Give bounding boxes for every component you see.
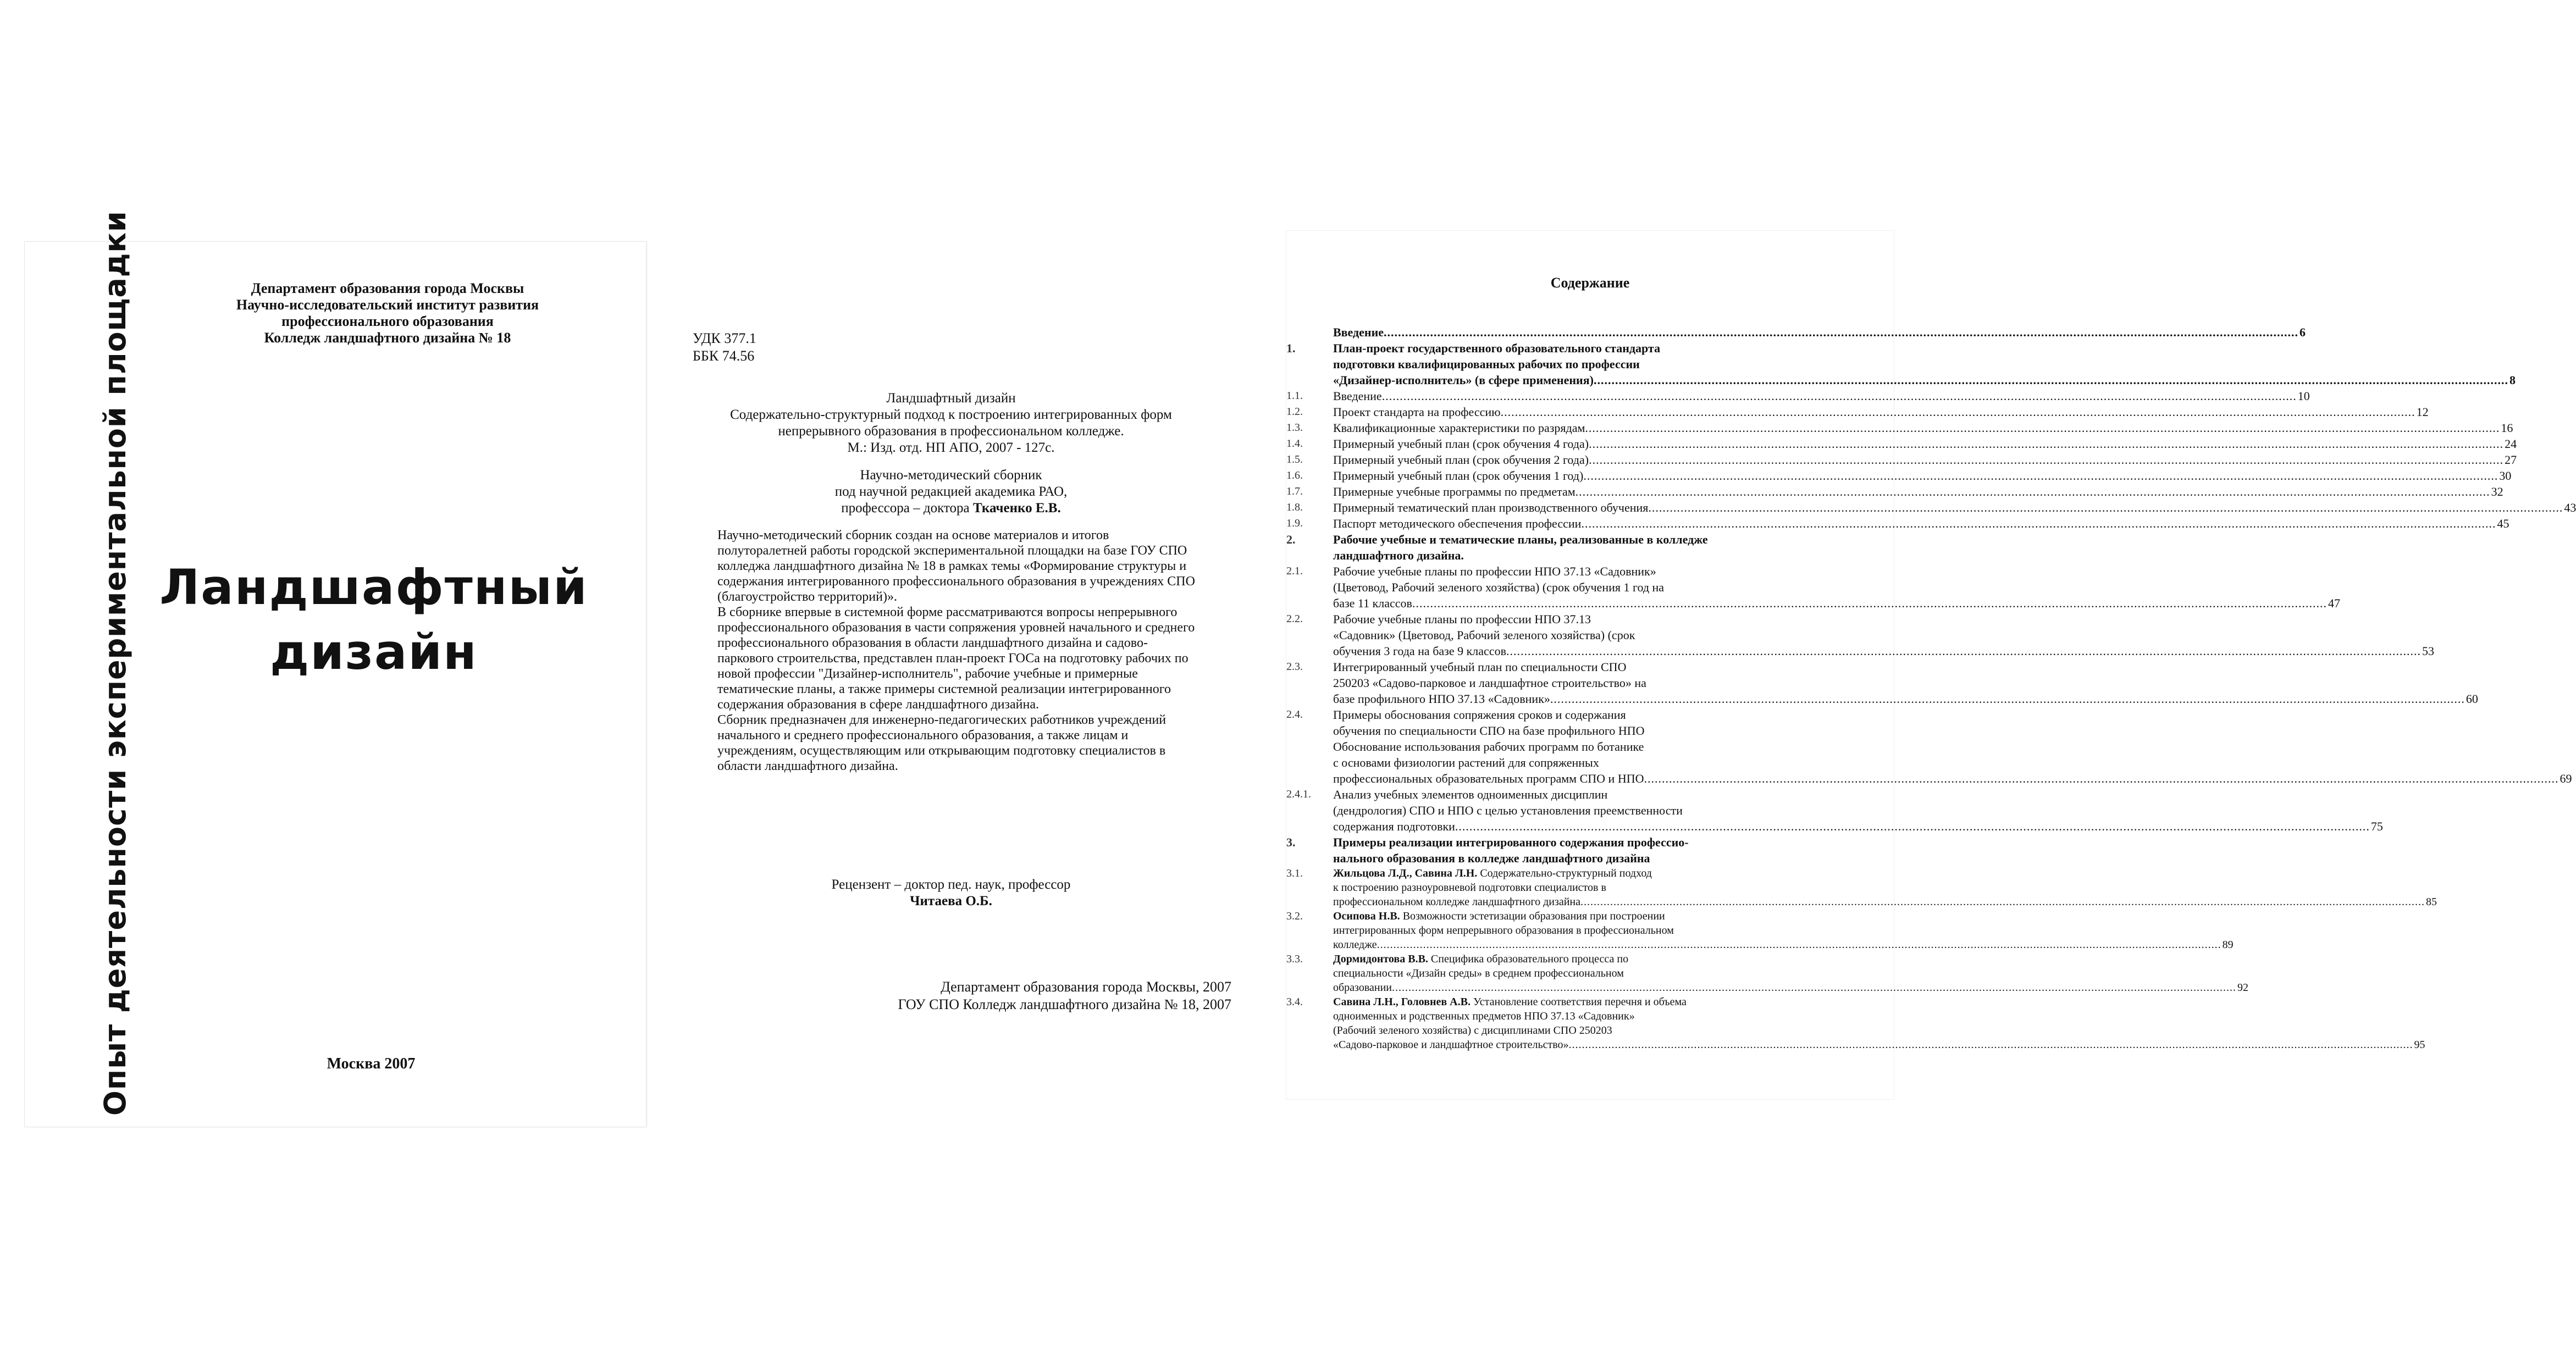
toc-entry-line-text: (Цветовод, Рабочий зеленого хозяйства) (срок обучения 1 год на (1333, 580, 1665, 594)
toc-dot-leader (1583, 468, 2498, 484)
toc-entry-authors: Жильцова Л.Д., Савина Л.Н. (1333, 867, 1478, 879)
toc-entry-line-text: образовании (1333, 982, 1392, 994)
toc-entry-line-text: План-проект государственного образовательного стандарта (1333, 341, 1661, 355)
biblio-line: Ландшафтный дизайн (886, 391, 1016, 406)
toc-entry-line-text: Проект стандарта на профессию (1333, 405, 1501, 419)
toc-entry-line-text: Рабочие учебные планы по профессии НПО 37.13 «Садовник» (1333, 564, 1656, 578)
toc-entry-line (1333, 627, 2434, 643)
toc-entry-text (1333, 707, 2572, 786)
reviewer-name: Читаева О.Б. (910, 894, 992, 908)
toc-entry-line-text: Анализ учебных элементов одноименных дисциплин (1333, 788, 1608, 801)
cover-title (140, 555, 607, 685)
editor-prefix: профессора – доктора (841, 501, 973, 516)
toc-entry-line (1333, 659, 2478, 675)
toc-page-number: 89 (2222, 939, 2234, 951)
toc-entry (1286, 468, 2512, 484)
toc-entry-line-text: ландшафтного дизайна. (1333, 548, 1464, 562)
toc-entry-line-text: Введение (1333, 325, 1384, 339)
toc-entry-line-text: Примерный тематический план производственного обучения (1333, 501, 1649, 514)
toc-dot-leader (1576, 484, 2490, 500)
toc-entry-line (1333, 611, 2434, 627)
toc-entry-line (1333, 995, 2425, 1009)
toc-entry-text (1333, 468, 2511, 484)
toc-entry-line (1333, 980, 2248, 995)
toc-entry-number: 2.1. (1286, 565, 1303, 577)
toc-entry (1286, 500, 2576, 516)
toc-entry-line (1333, 388, 2310, 404)
toc-dot-leader (1580, 895, 2425, 909)
toc-dot-leader (1412, 595, 2327, 611)
toc-entry-line-text: Квалификационные характеристики по разрядам (1333, 421, 1585, 435)
toc-entry-number: 1.2. (1286, 406, 1303, 418)
toc-entry (1286, 436, 2517, 452)
toc-page-number: 95 (2414, 1039, 2425, 1051)
cover-title-line: дизайн (270, 624, 478, 680)
toc-entry (1286, 420, 2513, 436)
toc-entry-line (1333, 850, 1880, 866)
classification-codes (693, 330, 756, 365)
toc-entry-number: 1.4. (1286, 437, 1303, 450)
toc-page-number: 92 (2237, 982, 2249, 994)
toc-entry-text (1333, 452, 2517, 468)
toc-page-number: 85 (2426, 896, 2437, 908)
toc-entry-line (1333, 675, 2478, 691)
toc-page-number: 69 (2560, 772, 2572, 785)
toc-entry-line-text: Установление соответствия перечня и объема (1470, 996, 1687, 1008)
toc-page-number: 53 (2422, 644, 2434, 658)
toc-entry-number: 1.3. (1286, 422, 1303, 434)
toc-entry-line-text: одноименных и родственных предметов НПО 37.13 «Садовник» (1333, 1010, 1635, 1022)
toc-dot-leader (1589, 452, 2503, 468)
publisher-line: ГОУ СПО Колледж ландшафтного дизайна № 18, 2007 (898, 996, 1231, 1012)
toc-entry-text (1333, 995, 2425, 1052)
toc-entry (1286, 388, 2310, 404)
toc-dot-leader (1585, 420, 2500, 436)
toc-entry-text (1333, 909, 2234, 952)
toc-dot-leader (1569, 1038, 2413, 1052)
toc-entry (1286, 563, 2340, 611)
toc-entry-line (1333, 1038, 2425, 1052)
toc-entry-line (1333, 468, 2511, 484)
toc-entry-line-text: обучения 3 года на базе 9 классов (1333, 644, 1506, 658)
toc-entry-line (1333, 909, 2234, 923)
toc-entry-text (1333, 531, 1880, 563)
toc-entry-line (1333, 420, 2513, 436)
toc-entry-line (1333, 643, 2434, 659)
editor-name: Ткаченко Е.В. (972, 501, 1061, 516)
toc-list (1286, 324, 2576, 1052)
toc-entry-line (1333, 938, 2234, 952)
toc-entry-line-text: профессиональных образовательных программ СПО и НПО (1333, 772, 1644, 785)
udk-code: УДК 377.1 (693, 330, 756, 346)
biblio-line: М.: Изд. отд. НП АПО, 2007 - 127с. (847, 440, 1055, 455)
toc-entry-line (1333, 802, 2383, 818)
toc-page-number: 45 (2497, 517, 2509, 530)
collection-line: Научно-методический сборник (860, 468, 1042, 483)
toc-page-number: 43 (2564, 501, 2576, 514)
toc-entry-line (1333, 771, 2572, 786)
toc-dot-leader (1506, 643, 2421, 659)
toc-entry-line-text: Паспорт методического обеспечения профессии (1333, 517, 1582, 530)
toc-entry-number: 3.3. (1286, 953, 1303, 965)
toc-entry (1286, 995, 2425, 1052)
toc-entry-authors: Осипова Н.В. (1333, 910, 1400, 922)
toc-page-number: 27 (2505, 453, 2517, 467)
toc-entry-line (1333, 755, 2572, 771)
toc-dot-leader (1550, 691, 2465, 707)
toc-entry-text (1333, 516, 2509, 531)
abstract-paragraph: Сборник предназначен для инженерно-педагогических работников учреждений начального и среднего профессионального образования, а также лицам и учреждениям, осуществляющим или открывающим подготовку специалистов в области ландшафтного дизайна. (717, 713, 1167, 773)
toc-entry (1286, 404, 2429, 420)
toc-entry-number: 1.9. (1286, 517, 1303, 529)
cover-department-line: Колледж ландшафтного дизайна № 18 (264, 330, 511, 346)
toc-entry-text (1333, 786, 2383, 834)
toc-entry-line-text: с основами физиологии растений для сопряженных (1333, 756, 1599, 769)
toc-entry-text (1333, 436, 2517, 452)
toc-entry-line-text: Интегрированный учебный план по специальности СПО (1333, 660, 1627, 674)
toc-page-number: 32 (2491, 485, 2503, 498)
publisher-line: Департамент образования города Москвы, 2007 (941, 979, 1231, 995)
toc-entry (1286, 786, 2383, 834)
toc-entry-line (1333, 786, 2383, 802)
toc-entry (1286, 484, 2503, 500)
toc-entry-text (1333, 563, 2340, 611)
cover-title-line: Ландшафтный (159, 559, 588, 616)
toc-entry-line-text: «Дизайнер-исполнитель» (в сфере применения) (1333, 373, 1594, 387)
toc-entry-number: 1.6. (1286, 469, 1303, 481)
toc-entry-line (1333, 691, 2478, 707)
cover-department-line: Научно-исследовательский институт развития (236, 297, 539, 313)
toc-entry-line-text: к построению разноуровневой подготовки специалистов в (1333, 882, 1606, 894)
collection-info (676, 467, 1226, 517)
toc-entry-line-text: Введение (1333, 389, 1382, 403)
toc-entry-line (1333, 547, 1880, 563)
toc-entry-line (1333, 452, 2517, 468)
toc-entry-line-text: колледже (1333, 939, 1377, 951)
toc-page-number: 12 (2416, 405, 2429, 419)
reviewer-line: Рецензент – доктор пед. наук, профессор (831, 877, 1071, 892)
toc-entry-line (1333, 500, 2576, 516)
toc-entry-line-text: интегрированных форм непрерывного образования в профессиональном (1333, 924, 1674, 937)
contents-heading: Содержание (1550, 275, 1630, 291)
toc-entry-authors: Дормидонтова В.В. (1333, 953, 1428, 965)
toc-entry-line (1333, 324, 2306, 340)
abstract (717, 528, 1201, 774)
toc-entry-number: 1.1. (1286, 390, 1303, 402)
toc-entry-line-text: «Садово-парковое и ландшафтное строительство» (1333, 1039, 1569, 1051)
toc-entry-line (1333, 834, 1880, 850)
toc-page-number: 30 (2499, 469, 2512, 483)
toc-entry-line (1333, 404, 2429, 420)
toc-entry-number: 2. (1286, 533, 1296, 546)
toc-page-number: 47 (2328, 596, 2340, 610)
toc-entry-line (1333, 484, 2503, 500)
toc-entry-line-text: Содержательно-структурный подход (1477, 867, 1652, 879)
toc-entry-line (1333, 436, 2517, 452)
toc-entry-line (1333, 866, 2437, 880)
toc-entry-line (1333, 923, 2234, 938)
toc-page-number: 8 (2509, 373, 2516, 387)
biblio-line: непрерывного образования в профессиональном колледже. (778, 424, 1124, 439)
toc-entry-number: 2.2. (1286, 613, 1303, 625)
bibliographic-record (676, 390, 1226, 456)
toc-entry-line-text: обучения по специальности СПО на базе профильного НПО (1333, 724, 1645, 738)
toc-entry-text (1333, 952, 2248, 995)
cover-department-line: профессионального образования (281, 313, 494, 329)
toc-entry (1286, 834, 1880, 866)
toc-entry-line-text: содержания подготовки (1333, 819, 1455, 833)
abstract-paragraph: В сборнике впервые в системной форме рассматриваются вопросы непрерывного профессионального образования в части сопряжения уровней начального и среднего профессионального образования в области ландшафтного дизайна и садово-паркового строительства, представлен план-проект ГОСа на подготовку рабочих по новой профессии "Дизайнер-исполнитель", рабочие учебные и примерные тематические планы, а также примеры системной реализации интегрированного содержания образования в сфере ландшафтного дизайна. (717, 605, 1195, 712)
toc-entry (1286, 909, 2234, 952)
cover-department (184, 280, 591, 346)
abstract-paragraph: Научно-методический сборник создан на основе материалов и итогов полуторалетней работы городской экспериментальной площадки на базе ГОУ СПО колледжа ландшафтного дизайна № 18 в рамках темы «Формирование структуры и содержания интегрированного профессионального образования в учреждениях СПО (благоустройство территорий)». (717, 528, 1195, 604)
toc-entry-text (1333, 484, 2503, 500)
toc-entry-line-text: базе профильного НПО 37.13 «Садовник» (1333, 692, 1550, 706)
toc-dot-leader (1644, 771, 2559, 786)
toc-dot-leader (1589, 436, 2503, 452)
toc-entry-line (1333, 818, 2383, 834)
toc-dot-leader (1594, 372, 2508, 388)
cover-city-year: Москва 2007 (327, 1055, 416, 1072)
toc-entry-line (1333, 516, 2509, 531)
toc-page-number: 6 (2299, 325, 2306, 339)
imprint-page (676, 286, 1253, 1110)
toc-entry-number: 1.5. (1286, 453, 1303, 466)
toc-entry-line-text: Примерный учебный план (срок обучения 4 года) (1333, 437, 1589, 451)
toc-entry-line-text: нального образования в колледже ландшафтного дизайна (1333, 851, 1650, 865)
toc-entry-number: 3.1. (1286, 867, 1303, 879)
copyright-holders (737, 978, 1231, 1013)
toc-page-number: 16 (2501, 421, 2513, 435)
toc-dot-leader (1455, 818, 2370, 834)
toc-dot-leader (1648, 500, 2563, 516)
toc-entry-text (1333, 324, 2306, 340)
toc-entry (1286, 866, 2437, 909)
toc-dot-leader (1392, 980, 2236, 995)
toc-entry-text (1333, 611, 2434, 659)
toc-entry-line (1333, 966, 2248, 980)
toc-entry-line (1333, 880, 2437, 895)
toc-entry-number: 2.4. (1286, 708, 1303, 721)
toc-entry-line (1333, 1023, 2425, 1038)
toc-page-number: 60 (2466, 692, 2478, 706)
toc-entry (1286, 531, 1880, 563)
toc-entry (1286, 707, 2572, 786)
toc-entry (1286, 340, 2516, 388)
toc-entry-line (1333, 895, 2437, 909)
toc-entry (1286, 516, 2509, 531)
toc-entry-text (1333, 659, 2478, 707)
toc-dot-leader (1377, 938, 2221, 952)
toc-entry-number: 1.7. (1286, 485, 1303, 497)
toc-entry-line-text: Примерный учебный план (срок обучения 1 год) (1333, 469, 1584, 483)
toc-entry-number: 2.3. (1286, 661, 1303, 673)
toc-page-number: 75 (2370, 819, 2383, 833)
toc-entry-text (1333, 834, 1880, 866)
toc-entry-number: 3.2. (1286, 910, 1303, 922)
toc-entry-line-text: базе 11 классов (1333, 596, 1412, 610)
toc-entry-line-text: Примерный учебный план (срок обучения 2 года) (1333, 453, 1589, 467)
reviewer (676, 877, 1226, 910)
toc-entry-line-text: Примеры обоснования сопряжения сроков и содержания (1333, 708, 1626, 722)
toc-entry-number: 2.4.1. (1286, 788, 1311, 800)
toc-entry-line (1333, 707, 2572, 723)
book-cover (25, 210, 646, 1127)
toc-entry-line (1333, 372, 2516, 388)
toc-entry (1286, 952, 2249, 995)
biblio-line: Содержательно-структурный подход к построению интегрированных форм (730, 407, 1172, 422)
cover-spine-text: Опыт деятельности экспериментальной площадки (98, 210, 132, 1116)
toc-entry-line-text: (дендрология) СПО и НПО с целью установления преемственности (1333, 804, 1683, 817)
toc-entry-text (1333, 866, 2437, 909)
toc-entry (1286, 452, 2517, 468)
toc-entry-text (1333, 500, 2576, 516)
toc-entry-line-text: специальности «Дизайн среды» в среднем профессиональном (1333, 967, 1624, 979)
toc-entry-line-text: Примерные учебные программы по предметам (1333, 485, 1576, 498)
toc-entry-text (1333, 340, 2516, 388)
collection-line: под научной редакцией академика РАО, (834, 484, 1068, 499)
toc-entry-number: 1. (1286, 341, 1296, 355)
toc-entry-line-text: Рабочие учебные планы по профессии НПО 37.13 (1333, 612, 1591, 626)
bbk-code: ББК 74.56 (693, 348, 755, 364)
toc-entry-line (1333, 531, 1880, 547)
toc-entry-line (1333, 595, 2340, 611)
toc-dot-leader (1581, 516, 2496, 531)
toc-entry-line-text: 250203 «Садово-парковое и ландшафтное строительство» на (1333, 676, 1646, 690)
toc-entry-line-text: Примеры реализации интегрированного содержания профессио- (1333, 835, 1689, 849)
toc-entry-line (1333, 723, 2572, 739)
toc-entry-number: 1.8. (1286, 501, 1303, 513)
toc-entry-line-text: Рабочие учебные и тематические планы, реализованные в колледже (1333, 533, 1708, 546)
toc-entry-line-text: Возможности эстетизации образования при построении (1400, 910, 1665, 922)
toc-entry-line-text: Обоснование использования рабочих программ по ботанике (1333, 740, 1644, 753)
toc-dot-leader (1501, 404, 2415, 420)
toc-entry-line (1333, 952, 2248, 966)
toc-entry-line (1333, 563, 2340, 579)
toc-entry-line-text: подготовки квалифицированных рабочих по профессии (1333, 357, 1640, 371)
toc-entry (1286, 324, 2306, 340)
toc-entry-line (1333, 356, 2516, 372)
toc-entry-line-text: Специфика образовательного процесса по (1428, 953, 1629, 965)
toc-entry-line (1333, 1009, 2425, 1023)
toc-entry-line (1333, 739, 2572, 755)
contents-page (1286, 231, 2576, 1099)
toc-page-number: 24 (2505, 437, 2517, 451)
toc-entry-line (1333, 579, 2340, 595)
toc-entry-line (1333, 340, 2516, 356)
toc-entry-line-text: (Рабочий зеленого хозяйства) с дисциплинами СПО 250203 (1333, 1024, 1612, 1037)
toc-entry-number: 3. (1286, 835, 1296, 849)
editor-line (676, 500, 1226, 517)
toc-entry-line-text: профессиональном колледже ландшафтного дизайна (1333, 896, 1581, 908)
toc-entry-authors: Савина Л.Н., Головнев А.В. (1333, 996, 1471, 1008)
toc-page-number: 10 (2297, 389, 2310, 403)
toc-dot-leader (1384, 324, 2298, 340)
cover-department-line: Департамент образования города Москвы (251, 280, 524, 296)
toc-entry (1286, 611, 2434, 659)
toc-entry-text (1333, 388, 2310, 404)
toc-dot-leader (1382, 388, 2297, 404)
toc-entry-number: 3.4. (1286, 996, 1303, 1008)
toc-entry (1286, 659, 2478, 707)
toc-entry-text (1333, 420, 2513, 436)
toc-entry-text (1333, 404, 2429, 420)
toc-entry-line-text: «Садовник» (Цветовод, Рабочий зеленого хозяйства) (срок (1333, 628, 1635, 642)
